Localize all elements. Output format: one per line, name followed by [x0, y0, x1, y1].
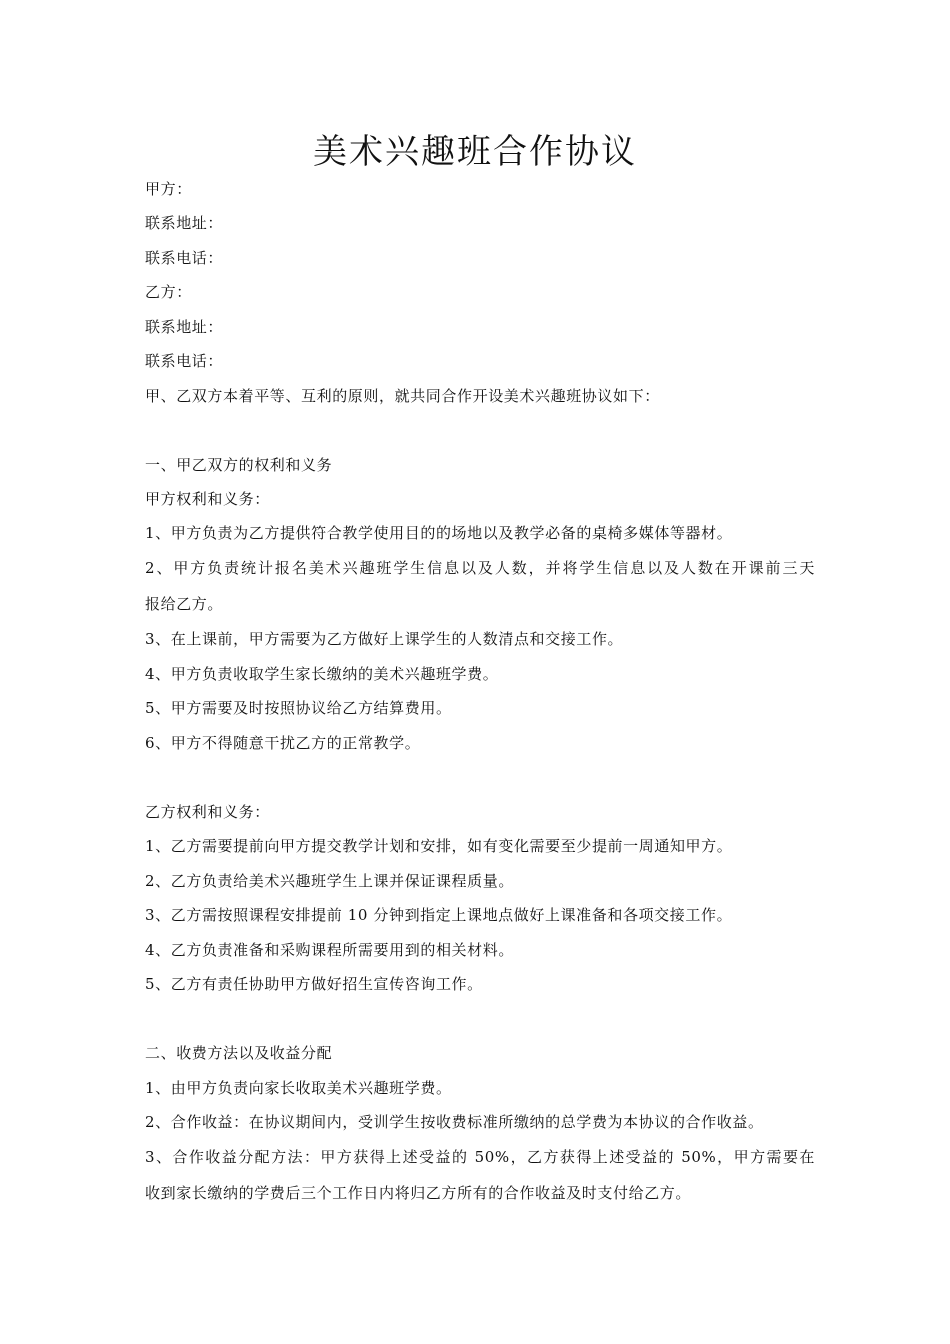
party-b-duty-item: 1、乙方需要提前向甲方提交教学计划和安排，如有变化需要至少提前一周通知甲方。	[145, 837, 733, 855]
party-a-duty-item: 1、甲方负责为乙方提供符合教学使用目的的场地以及教学必备的桌椅多媒体等器材。	[145, 524, 733, 542]
section-2-heading: 二、收费方法以及收益分配	[145, 1044, 333, 1062]
party-b-duty-item: 2、乙方负责给美术兴趣班学生上课并保证课程质量。	[145, 872, 514, 890]
party-a-duty-item-continuation: 报给乙方。	[145, 595, 224, 613]
party-a-duty-item: 5、甲方需要及时按照协议给乙方结算费用。	[145, 699, 452, 717]
preamble: 甲、乙双方本着平等、互利的原则，就共同合作开设美术兴趣班协议如下：	[145, 387, 660, 405]
party-b-duties-heading: 乙方权利和义务：	[145, 803, 270, 821]
party-b-duty-item: 5、乙方有责任协助甲方做好招生宣传咨询工作。	[145, 975, 483, 993]
section-1-heading: 一、甲乙双方的权利和义务	[145, 456, 333, 474]
party-b-phone-label: 联系电话：	[145, 352, 224, 370]
party-a-duty-item: 3、在上课前，甲方需要为乙方做好上课学生的人数清点和交接工作。	[145, 630, 624, 648]
party-b-duty-item: 4、乙方负责准备和采购课程所需要用到的相关材料。	[145, 941, 514, 959]
party-b-duty-item: 3、乙方需按照课程安排提前 10 分钟到指定上课地点做好上课准备和各项交接工作。	[145, 906, 733, 924]
fee-item-continuation: 收到家长缴纳的学费后三个工作日内将归乙方所有的合作收益及时支付给乙方。	[145, 1184, 692, 1202]
party-a-duties-heading: 甲方权利和义务：	[145, 490, 270, 508]
party-a-name-label: 甲方：	[145, 180, 192, 198]
party-b-address-label: 联系地址：	[145, 318, 224, 336]
party-a-duty-item: 6、甲方不得随意干扰乙方的正常教学。	[145, 734, 421, 752]
fee-item: 3、合作收益分配方法：甲方获得上述受益的 50%，乙方获得上述受益的 50%，甲方需要在	[145, 1148, 815, 1166]
fee-item: 1、由甲方负责向家长收取美术兴趣班学费。	[145, 1079, 452, 1097]
party-b-name-label: 乙方：	[145, 283, 192, 301]
party-a-address-label: 联系地址：	[145, 214, 224, 232]
fee-item: 2、合作收益：在协议期间内，受训学生按收费标准所缴纳的总学费为本协议的合作收益。	[145, 1113, 764, 1131]
party-a-phone-label: 联系电话：	[145, 249, 224, 267]
party-a-duty-item: 4、甲方负责收取学生家长缴纳的美术兴趣班学费。	[145, 665, 499, 683]
document-title: 美术兴趣班合作协议	[313, 132, 637, 172]
party-a-duty-item: 2、甲方负责统计报名美术兴趣班学生信息以及人数，并将学生信息以及人数在开课前三天	[145, 559, 815, 577]
